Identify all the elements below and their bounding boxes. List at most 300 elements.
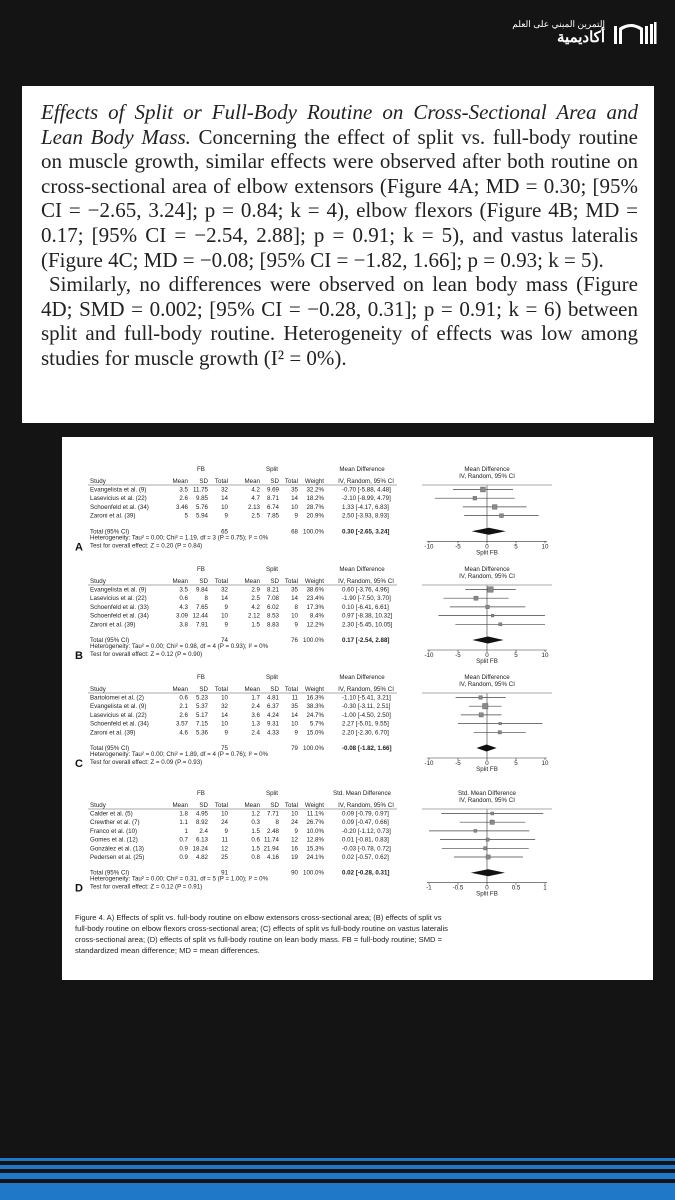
figure-caption xyxy=(75,913,448,955)
footer-decoration xyxy=(0,1152,675,1200)
split-sd: 6.02 xyxy=(266,603,279,611)
group1-label: FB xyxy=(197,790,205,797)
column-header: Total xyxy=(214,802,228,809)
study-estimate-marker xyxy=(486,838,489,841)
fb-sd: 18.24 xyxy=(192,845,208,853)
fb-sd: 2.4 xyxy=(199,827,208,835)
split-total: 14 xyxy=(291,595,298,603)
plot-subtitle: IV, Random, 95% CI xyxy=(459,797,515,804)
fb-sd: 5.76 xyxy=(195,503,208,511)
study-estimate-marker xyxy=(488,587,493,592)
split-total: 24 xyxy=(291,819,298,827)
fb-sd: 4.95 xyxy=(195,810,208,818)
study-ci-text: -0.20 [-1.12, 0.73] xyxy=(342,827,391,835)
split-total-n: 90 xyxy=(291,869,298,877)
study-weight: 15.3% xyxy=(306,845,324,853)
group1-label: FB xyxy=(197,566,205,573)
study-name: Schoenfeld et al. (34) xyxy=(90,503,149,511)
split-mean: 4.2 xyxy=(251,486,260,494)
caption-line: full-body routine on elbow flexors cross-sectional area; (C) effects of split vs full-body routine on vastus lateralis xyxy=(75,924,448,933)
fb-sd: 5.37 xyxy=(195,703,208,711)
caption-line: standardized mean difference; MD = mean differences. xyxy=(75,946,260,955)
study-weight: 26.7% xyxy=(306,819,324,827)
split-mean: 2.12 xyxy=(247,612,260,620)
fb-mean: 0.6 xyxy=(179,694,188,702)
fb-mean: 0.7 xyxy=(179,836,188,844)
study-estimate-marker xyxy=(480,487,485,492)
column-header: IV, Random, 95% CI xyxy=(338,686,394,693)
forest-plot-figure xyxy=(62,437,653,980)
fb-mean: 1.8 xyxy=(179,810,188,818)
fb-sd: 7.15 xyxy=(195,720,208,728)
fb-mean: 3.46 xyxy=(175,503,188,511)
fb-total: 11 xyxy=(221,836,228,844)
fb-mean: 4.6 xyxy=(179,729,188,737)
split-sd: 9.31 xyxy=(266,720,279,728)
brand-mark-icon xyxy=(613,20,657,46)
group2-label: Split xyxy=(265,674,279,681)
plot-title: Mean Difference xyxy=(464,566,510,573)
fb-mean: 3.57 xyxy=(175,720,188,728)
column-header: SD xyxy=(199,686,208,693)
split-total: 10 xyxy=(291,612,298,620)
fb-sd: 11.75 xyxy=(192,486,208,494)
fb-total: 10 xyxy=(221,694,228,702)
column-header: SD xyxy=(270,578,279,585)
split-sd: 8 xyxy=(275,819,279,827)
split-total: 35 xyxy=(291,486,298,494)
article-text-panel xyxy=(22,86,654,423)
study-weight: 11.1% xyxy=(306,810,324,818)
total-label: Total (95% CI) xyxy=(90,869,130,877)
plot-subtitle: IV, Random, 95% CI xyxy=(459,473,515,480)
x-tick-label: -5 xyxy=(455,760,461,767)
split-total: 9 xyxy=(294,729,298,737)
study-name: Lasevicius et al. (22) xyxy=(90,595,147,603)
x-tick-label: -5 xyxy=(455,652,461,659)
study-weight: 8.4% xyxy=(309,612,324,620)
fb-mean: 2.6 xyxy=(179,711,188,719)
study-estimate-marker xyxy=(490,820,494,824)
split-total-n: 68 xyxy=(291,528,298,536)
column-header: Study xyxy=(90,578,106,585)
x-tick-label: 10 xyxy=(541,543,549,551)
study-estimate-marker xyxy=(499,722,502,725)
study-weight: 38.6% xyxy=(306,586,324,594)
study-name: Schoenfeld et al. (33) xyxy=(90,603,149,611)
total-ci-text: 0.17 [-2.54, 2.88] xyxy=(342,637,390,644)
study-ci-text: 0.10 [-6.41, 6.61] xyxy=(342,603,389,611)
column-header: Mean xyxy=(172,686,188,693)
pooled-estimate-diamond xyxy=(471,869,505,876)
study-estimate-marker xyxy=(491,614,494,617)
fb-mean: 3.09 xyxy=(175,612,188,620)
split-total: 9 xyxy=(294,621,298,629)
overall-effect-text: Test for overall effect: Z = 0.12 (P = 0.91) xyxy=(90,883,203,891)
study-name: Bartolomei et al. (2) xyxy=(90,694,144,702)
study-ci-text: 0.01 [-0.81, 0.83] xyxy=(342,836,389,844)
study-name: Zaroni et al. (39) xyxy=(90,512,136,520)
panel-label: A xyxy=(75,541,83,554)
study-name: Schoenfeld et al. (34) xyxy=(90,720,149,728)
study-weight: 5.7% xyxy=(309,720,324,728)
fb-total: 9 xyxy=(224,512,228,520)
study-ci-text: -0.70 [-5.88, 4.48] xyxy=(342,486,391,494)
effect-column-title: Mean Difference xyxy=(339,566,385,573)
study-ci-text: -0.03 [-0.78, 0.72] xyxy=(342,845,391,853)
fb-sd: 7.65 xyxy=(195,603,208,611)
study-estimate-marker xyxy=(479,696,482,699)
study-estimate-marker xyxy=(486,855,490,859)
overall-effect-text: Test for overall effect: Z = 0.12 (P = 0.90) xyxy=(90,651,203,658)
study-estimate-marker xyxy=(474,596,478,600)
split-total: 11 xyxy=(291,694,298,702)
split-mean: 1.7 xyxy=(251,694,260,702)
split-sd: 8.21 xyxy=(266,586,279,594)
split-mean: 0.3 xyxy=(251,819,260,827)
plot-title: Mean Difference xyxy=(464,466,510,473)
group2-label: Split xyxy=(265,566,279,573)
group1-label: FB xyxy=(197,674,205,681)
fb-mean: 1.1 xyxy=(179,819,188,827)
study-weight: 20.9% xyxy=(306,512,324,520)
study-weight: 18.2% xyxy=(306,495,324,503)
column-header: SD xyxy=(199,478,208,485)
study-estimate-marker xyxy=(492,505,497,510)
study-ci-text: 2.20 [-2.30, 6.70] xyxy=(342,729,389,737)
overall-effect-text: Test for overall effect: Z = 0.20 (P = 0.84) xyxy=(90,542,203,550)
overall-effect-text: Test for overall effect: Z = 0.09 (P = 0.93) xyxy=(90,759,203,766)
fb-mean: 3.8 xyxy=(179,621,188,629)
column-header: Mean xyxy=(244,802,260,809)
column-header: SD xyxy=(270,802,279,809)
total-label: Total (95% CI) xyxy=(90,745,130,752)
study-estimate-marker xyxy=(479,713,483,717)
brand-logo xyxy=(512,20,657,46)
split-mean: 0.8 xyxy=(251,854,260,861)
favours-label: Split FB xyxy=(476,549,498,557)
fb-total-n: 91 xyxy=(221,869,228,877)
x-tick-label: 0 xyxy=(485,652,489,659)
study-weight: 32.2% xyxy=(306,486,324,494)
fb-total: 24 xyxy=(221,819,228,827)
study-name: Gomes et al. (12) xyxy=(90,836,138,844)
column-header: Total xyxy=(284,478,298,485)
total-ci-text: -0.08 [-1.82, 1.66] xyxy=(342,745,392,752)
fb-total: 10 xyxy=(221,810,228,818)
study-estimate-marker xyxy=(483,703,488,708)
study-ci-text: -1.10 [-5.41, 3.21] xyxy=(342,694,391,702)
split-sd: 21.94 xyxy=(263,845,279,853)
fb-sd: 5.94 xyxy=(195,512,208,520)
x-tick-label: -10 xyxy=(424,652,434,659)
fb-mean: 0.9 xyxy=(179,845,188,853)
caption-line: cross-sectional area; (D) effects of split vs full-body routine on lean body mass. FB = full-body routine; SMD = xyxy=(75,935,443,944)
fb-sd: 5.17 xyxy=(195,711,208,719)
split-total: 35 xyxy=(291,586,298,594)
brand-name: أكاديمية xyxy=(557,28,605,46)
column-header: Study xyxy=(90,686,106,693)
effect-column-title: Mean Difference xyxy=(339,674,385,681)
fb-sd: 4.82 xyxy=(195,854,208,861)
column-header: Weight xyxy=(304,686,324,693)
study-name: Lasevicius et al. (22) xyxy=(90,711,147,719)
fb-total-n: 74 xyxy=(221,637,228,644)
study-estimate-marker xyxy=(484,847,487,850)
paragraph-1 xyxy=(41,100,638,272)
fb-total: 14 xyxy=(221,495,228,503)
fb-sd: 8 xyxy=(204,595,208,603)
fb-mean: 4.3 xyxy=(179,603,188,611)
fb-sd: 5.23 xyxy=(195,694,208,702)
column-header: Weight xyxy=(304,802,324,809)
panel-label: C xyxy=(75,758,83,770)
study-name: Calder et al. (5) xyxy=(90,810,133,818)
split-mean: 2.4 xyxy=(251,703,260,711)
fb-total: 9 xyxy=(224,827,228,835)
split-sd: 11.74 xyxy=(263,836,279,844)
panel-label: D xyxy=(75,882,83,895)
favours-label: Split FB xyxy=(476,658,498,665)
study-ci-text: 1.33 [-4.17, 6.83] xyxy=(342,503,389,511)
split-sd: 8.53 xyxy=(266,612,279,620)
column-header: Study xyxy=(90,802,106,809)
split-total-n: 79 xyxy=(291,745,298,752)
split-mean: 4.2 xyxy=(251,603,260,611)
column-header: SD xyxy=(199,578,208,585)
group1-label: FB xyxy=(197,466,205,473)
study-name: Evangelista et al. (9) xyxy=(90,486,147,494)
paragraph-2: Similarly, no differences were observed on lean body mass (Figure 4D; SMD = 0.002; [95% CI = −0.28, 0.31]; p = 0.91; k = 6) between split and full-body routine. Heterogeneity of effects was low among studies for muscle growth (I² = 0%). xyxy=(41,272,638,370)
column-header: Total xyxy=(214,686,228,693)
study-weight: 10.0% xyxy=(306,827,324,835)
x-tick-label: -10 xyxy=(424,760,434,767)
brand-tagline: التمرين المبني على العلم xyxy=(512,19,605,29)
fb-total: 12 xyxy=(221,845,228,853)
fb-sd: 9.84 xyxy=(195,586,208,594)
panel-label: B xyxy=(75,650,83,662)
study-name: Franco et al. (10) xyxy=(90,827,138,835)
brand-text xyxy=(512,20,605,46)
split-sd: 9.69 xyxy=(266,486,279,494)
split-mean: 3.6 xyxy=(251,711,260,719)
split-mean: 1.2 xyxy=(251,810,260,818)
split-total: 9 xyxy=(294,512,298,520)
study-weight: 17.3% xyxy=(306,603,324,611)
x-tick-label: 0 xyxy=(485,884,489,892)
fb-mean: 2.1 xyxy=(179,703,188,711)
column-header: SD xyxy=(270,686,279,693)
split-sd: 2.48 xyxy=(266,827,279,835)
fb-total: 32 xyxy=(221,486,228,494)
split-total: 12 xyxy=(291,836,298,844)
column-header: Total xyxy=(284,686,298,693)
fb-mean: 0.6 xyxy=(179,595,188,603)
total-weight: 100.0% xyxy=(303,869,324,877)
study-name: Crewther et al. (7) xyxy=(90,819,140,827)
split-mean: 2.5 xyxy=(251,595,260,603)
total-weight: 100.0% xyxy=(303,637,324,644)
study-weight: 16.3% xyxy=(306,694,324,702)
split-mean: 2.9 xyxy=(251,586,260,594)
split-mean: 1.5 xyxy=(251,827,260,835)
fb-total: 9 xyxy=(224,729,228,737)
x-tick-label: 5 xyxy=(514,760,518,767)
fb-sd: 8.92 xyxy=(195,819,208,827)
study-name: Pedersen et al. (25) xyxy=(90,854,145,861)
split-sd: 8.71 xyxy=(266,495,279,503)
x-tick-label: -5 xyxy=(455,543,461,551)
x-tick-label: 0 xyxy=(485,760,489,767)
fb-sd: 9.85 xyxy=(195,495,208,503)
fb-total: 25 xyxy=(221,854,228,861)
study-estimate-marker xyxy=(498,731,501,734)
study-name: Schoenfeld et al. (34) xyxy=(90,612,149,620)
study-estimate-marker xyxy=(491,812,494,815)
fb-total: 32 xyxy=(221,703,228,711)
column-header: Total xyxy=(284,578,298,585)
study-ci-text: 0.09 [-0.79, 0.97] xyxy=(342,810,389,818)
fb-mean: 3.5 xyxy=(179,486,188,494)
fb-total: 10 xyxy=(221,720,228,728)
split-mean: 1.3 xyxy=(251,720,260,728)
split-sd: 4.33 xyxy=(266,729,279,737)
heterogeneity-text: Heterogeneity: Tau² = 0.00; Chi² = 0.98, df = 4 (P = 0.93); I² = 0% xyxy=(90,643,269,650)
split-total: 19 xyxy=(291,854,298,861)
heterogeneity-text: Heterogeneity: Tau² = 0.00; Chi² = 0.31, df = 5 (P = 1.00); I² = 0% xyxy=(90,875,269,883)
column-header: Mean xyxy=(172,802,188,809)
fb-mean: 3.5 xyxy=(179,586,188,594)
x-tick-label: 10 xyxy=(541,760,549,767)
column-header: Total xyxy=(214,578,228,585)
pooled-estimate-diamond xyxy=(472,528,506,535)
pooled-estimate-diamond xyxy=(472,637,503,644)
x-tick-label: 5 xyxy=(514,652,518,659)
caption-line: Figure 4. A) Effects of split vs. full-body routine on elbow extensors cross-sectional area; (B) effects of split vs xyxy=(75,913,442,922)
study-estimate-marker xyxy=(486,605,490,609)
study-ci-text: 2.50 [-3.93, 8.93] xyxy=(342,512,389,520)
favours-label: Split FB xyxy=(476,890,498,898)
split-sd: 4.81 xyxy=(266,694,279,702)
split-total: 35 xyxy=(291,703,298,711)
split-total: 9 xyxy=(294,827,298,835)
column-header: SD xyxy=(270,478,279,485)
fb-total-n: 65 xyxy=(221,528,228,536)
study-name: Evangelista et al. (9) xyxy=(90,703,147,711)
column-header: Total xyxy=(214,478,228,485)
split-total: 10 xyxy=(291,720,298,728)
group2-label: Split xyxy=(265,466,279,473)
study-weight: 12.2% xyxy=(306,621,324,629)
column-header: Study xyxy=(90,478,106,485)
split-total: 10 xyxy=(291,810,298,818)
split-sd: 6.74 xyxy=(266,503,279,511)
split-mean: 1.5 xyxy=(251,621,260,629)
fb-total: 14 xyxy=(221,711,228,719)
fb-total: 32 xyxy=(221,586,228,594)
split-sd: 7.08 xyxy=(266,595,279,603)
split-sd: 8.83 xyxy=(266,621,279,629)
study-ci-text: 0.60 [-3.76, 4.96] xyxy=(342,586,389,594)
fb-total: 9 xyxy=(224,621,228,629)
total-label: Total (95% CI) xyxy=(90,637,130,644)
split-total: 8 xyxy=(294,603,298,611)
study-ci-text: -2.10 [-8.99, 4.79] xyxy=(342,495,391,503)
fb-mean: 2.6 xyxy=(179,495,188,503)
split-mean: 4.7 xyxy=(251,495,260,503)
x-tick-label: 1 xyxy=(543,884,547,892)
split-total: 14 xyxy=(291,711,298,719)
plot-title: Std. Mean Difference xyxy=(457,790,517,797)
study-estimate-marker xyxy=(473,496,477,500)
column-header: Mean xyxy=(244,578,260,585)
plot-subtitle: IV, Random, 95% CI xyxy=(459,681,515,688)
fb-sd: 5.36 xyxy=(195,729,208,737)
total-weight: 100.0% xyxy=(303,528,324,536)
study-ci-text: -1.00 [-4.50, 2.50] xyxy=(342,711,391,719)
column-header: Mean xyxy=(172,578,188,585)
study-name: Zaroni et al. (39) xyxy=(90,621,136,629)
split-sd: 6.37 xyxy=(266,703,279,711)
fb-mean: 1 xyxy=(184,827,188,835)
study-weight: 23.4% xyxy=(306,595,324,603)
x-tick-label: 0.5 xyxy=(511,884,521,892)
study-weight: 12.8% xyxy=(306,836,324,844)
total-ci-text: 0.30 [-2.65, 3.24] xyxy=(342,528,390,536)
column-header: Mean xyxy=(172,478,188,485)
fb-sd: 6.13 xyxy=(195,836,208,844)
fb-total-n: 75 xyxy=(221,745,228,752)
split-sd: 4.24 xyxy=(266,711,279,719)
column-header: IV, Random, 95% CI xyxy=(338,478,394,485)
study-weight: 38.3% xyxy=(306,703,324,711)
split-mean: 0.6 xyxy=(251,836,260,844)
total-weight: 100.0% xyxy=(303,745,324,752)
plot-title: Mean Difference xyxy=(464,674,510,681)
split-sd: 7.71 xyxy=(266,810,279,818)
study-weight: 24.1% xyxy=(306,854,324,861)
split-sd: 4.16 xyxy=(266,854,279,861)
split-mean: 2.13 xyxy=(247,503,260,511)
heterogeneity-text: Heterogeneity: Tau² = 0.00; Chi² = 1.19, df = 3 (P = 0.75); I² = 0% xyxy=(90,534,269,542)
fb-total: 10 xyxy=(221,612,228,620)
paragraph-1-title: Effects of Split or Full-Body Routine on Cross-Sectional Area and Lean Body Mass. xyxy=(41,100,638,149)
study-name: Zaroni et al. (39) xyxy=(90,729,136,737)
figure-panel xyxy=(62,437,653,980)
column-header: SD xyxy=(199,802,208,809)
study-ci-text: 0.02 [-0.57, 0.62] xyxy=(342,854,389,861)
plot-subtitle: IV, Random, 95% CI xyxy=(459,573,515,580)
fb-sd: 12.44 xyxy=(192,612,208,620)
fb-sd: 7.91 xyxy=(195,621,208,629)
fb-total: 9 xyxy=(224,603,228,611)
split-mean: 2.4 xyxy=(251,729,260,737)
column-header: Mean xyxy=(244,478,260,485)
split-total: 14 xyxy=(291,495,298,503)
split-total: 16 xyxy=(291,845,298,853)
study-weight: 15.0% xyxy=(306,729,324,737)
column-header: Total xyxy=(284,802,298,809)
column-header: Mean xyxy=(244,686,260,693)
x-tick-label: -1 xyxy=(426,884,432,892)
pooled-estimate-diamond xyxy=(476,745,496,752)
heterogeneity-text: Heterogeneity: Tau² = 0.00; Chi² = 1.89, df = 4 (P = 0.76); I² = 0% xyxy=(90,751,269,758)
column-header: Weight xyxy=(304,478,324,485)
split-total: 10 xyxy=(291,503,298,511)
x-tick-label: 5 xyxy=(514,543,518,551)
fb-total: 10 xyxy=(221,503,228,511)
study-name: Evangelista et al. (9) xyxy=(90,586,147,594)
